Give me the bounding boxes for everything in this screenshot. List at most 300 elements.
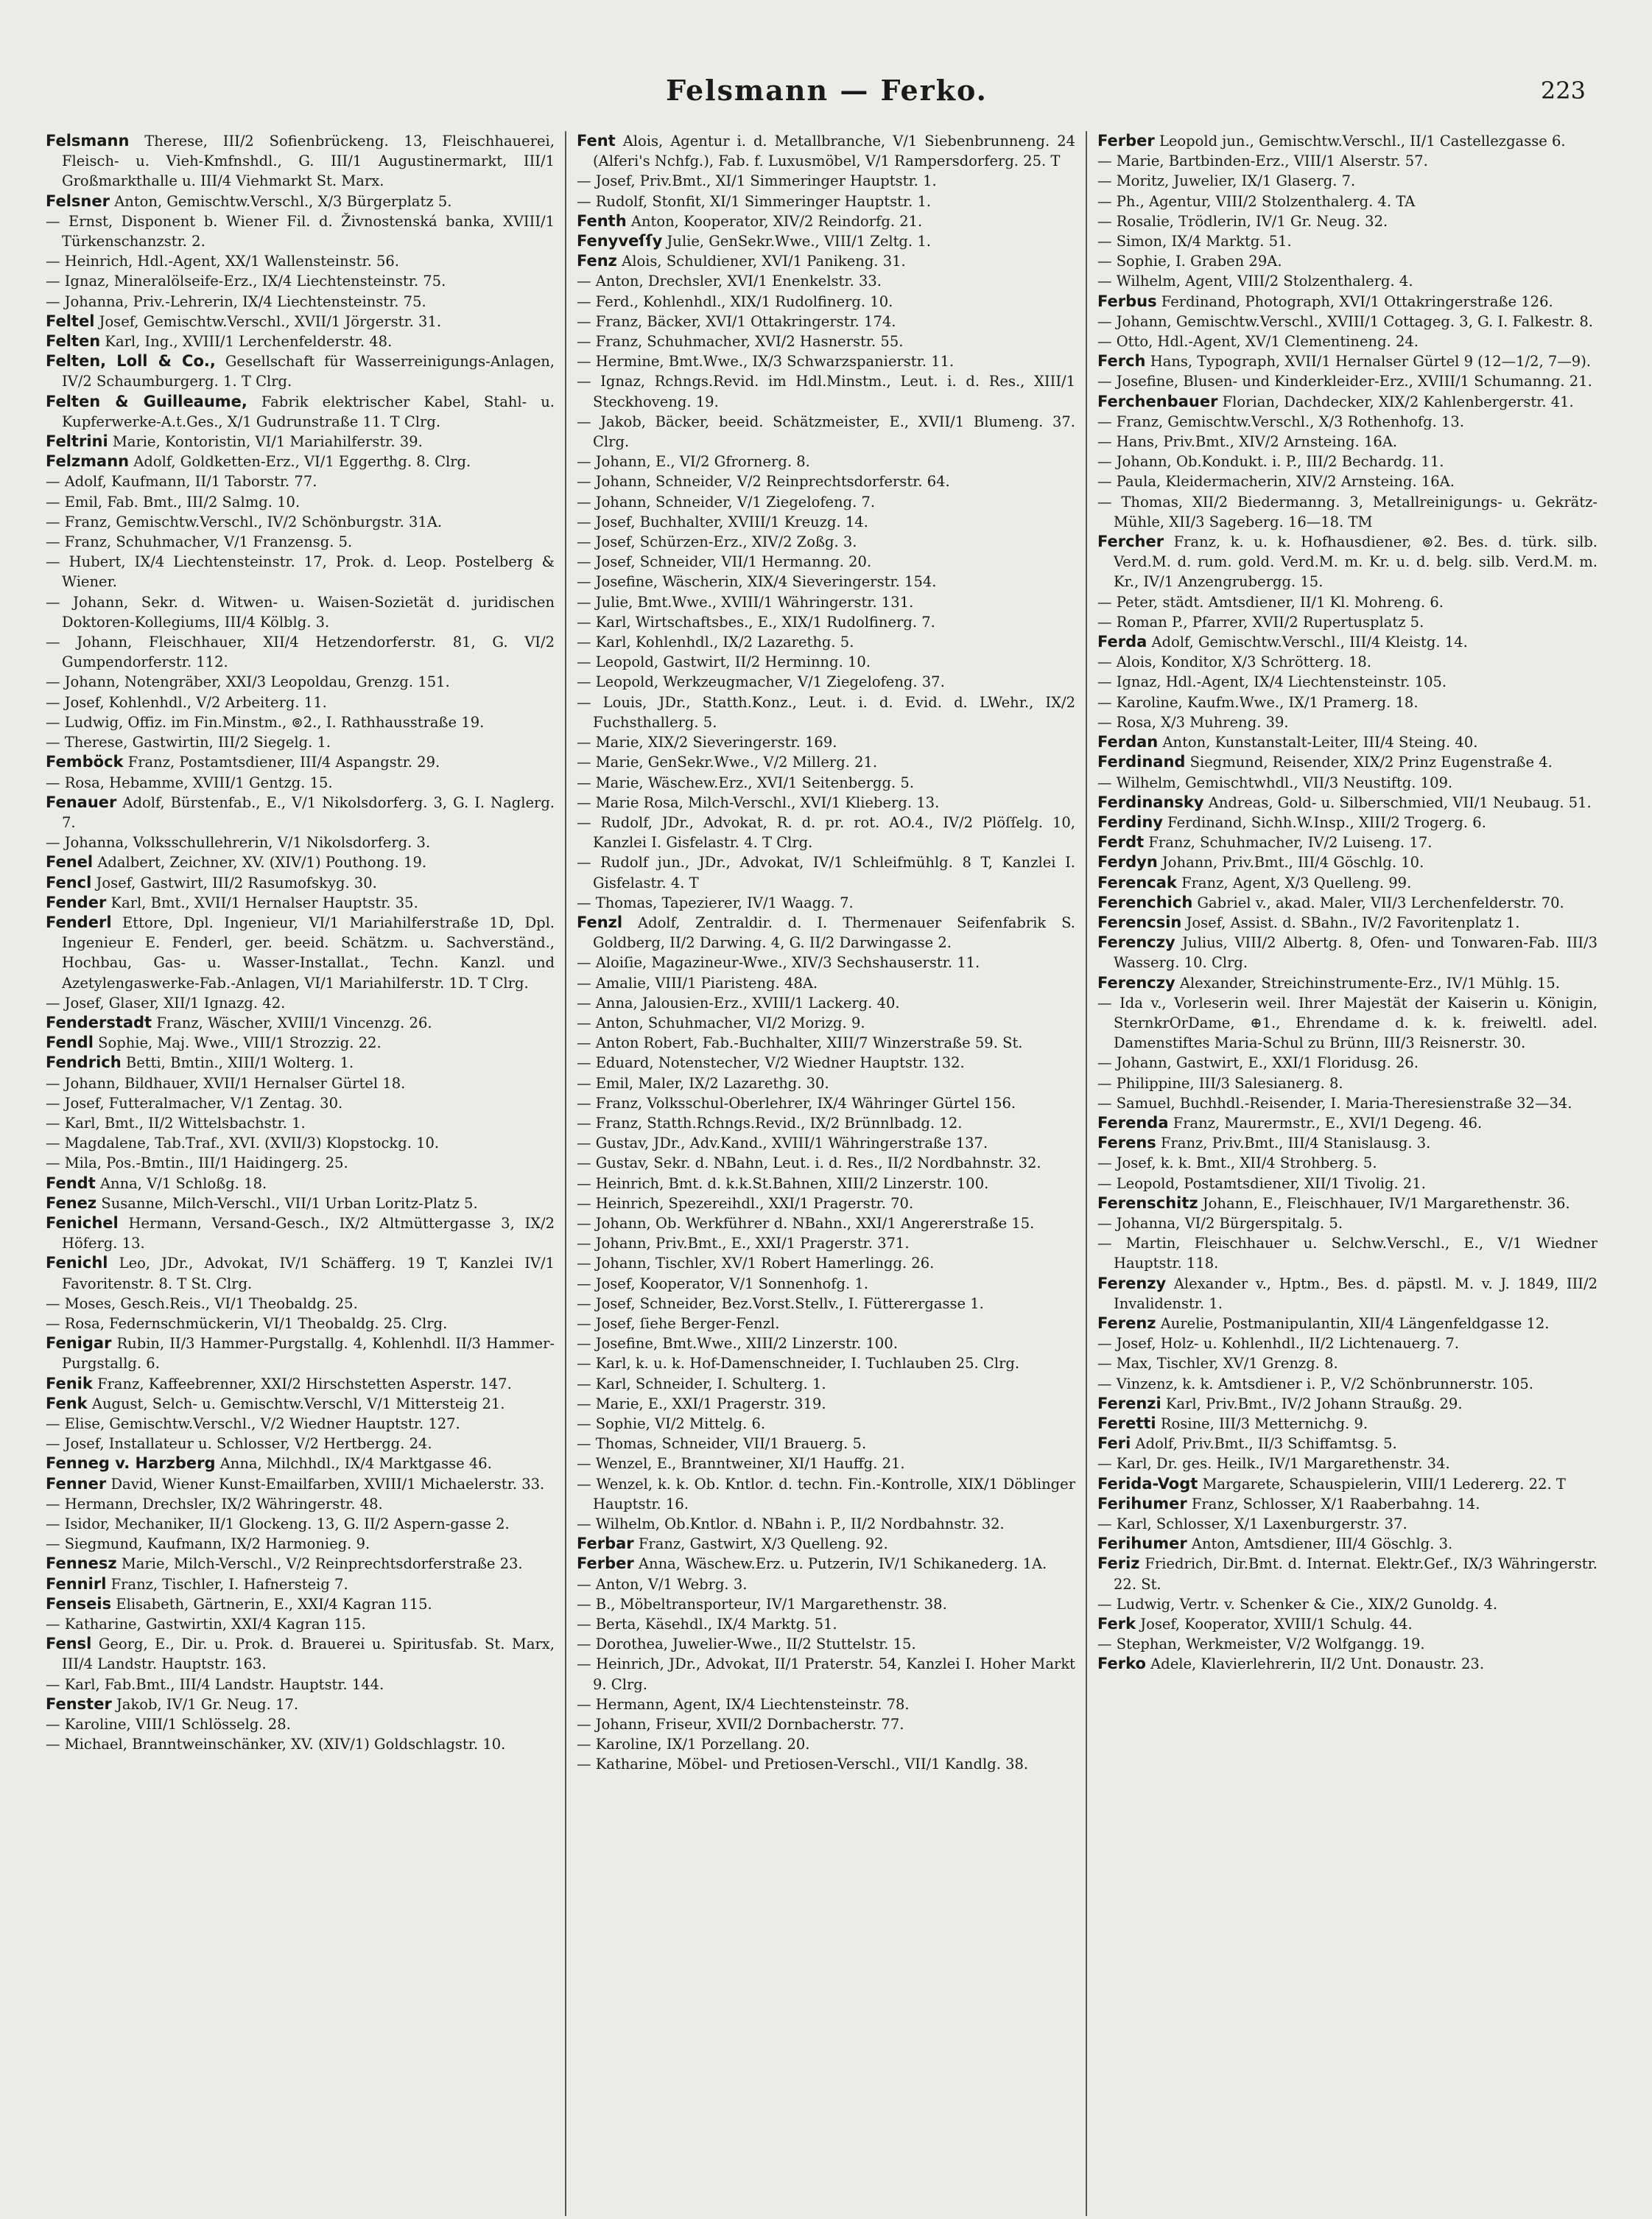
entry-details: Bmt.Wwe., IX/3 Schwarzspanierstr. 11. xyxy=(668,353,955,371)
directory-entry xyxy=(46,793,555,832)
entry-name: — Marie Rosa, xyxy=(577,793,683,811)
entry-details: JDr., Advokat, R. d. pr. rot. AO.4., IV/2 Plöſſelg. 10, Kanzlei I. Gisfelastr. 4. T Clrg. xyxy=(593,813,1076,852)
entry-details: Alexander v., Hptm., Bes. d. päpstl. M. v. J. 1849, III/2 Invalidenstr. 1. xyxy=(1114,1275,1597,1312)
entry-details: Gastwirt, II/2 Herminng. 10. xyxy=(663,653,871,671)
entry-details: Statth.Rchngs.Revid., IX/2 Brünnlbadg. 12. xyxy=(647,1114,963,1132)
directory-entry xyxy=(577,1213,1075,1233)
entry-name: Ferdyn xyxy=(1097,853,1158,872)
entry-name: Fendrich xyxy=(46,1054,122,1072)
entry-details: III/3 Salesianerg. 8. xyxy=(1198,1074,1343,1092)
directory-entry xyxy=(46,1053,555,1073)
directory-entry xyxy=(1097,412,1597,432)
directory-entry xyxy=(577,953,1075,972)
entry-details: Franz, Maurermstr., E., XVI/1 Degeng. 46. xyxy=(1173,1114,1483,1132)
directory-entry xyxy=(577,1133,1075,1153)
directory-entry xyxy=(46,292,555,312)
entry-name: — Josef, xyxy=(577,1275,636,1292)
entry-name: Fenth xyxy=(577,211,627,230)
directory-entry xyxy=(1097,1494,1597,1514)
entry-details: Fabrik elektrischer Kabel, Stahl- u. Kupferwerke-A.t.Ges., X/1 Gudrunstraße 11. T Clrg. xyxy=(62,393,555,430)
entry-details: Drechsler, XVI/1 Enenkelstr. 33. xyxy=(647,273,882,290)
directory-entry xyxy=(577,1434,1075,1454)
entry-name: — Marie, xyxy=(577,774,644,791)
entry-name: Ferida-Vogt xyxy=(1097,1474,1198,1493)
directory-entry xyxy=(46,552,555,592)
entry-name: — Roman P., xyxy=(1097,613,1188,631)
directory-entry xyxy=(1097,1614,1597,1634)
entry-details: ſiehe Berger-Fenzl. xyxy=(639,1314,780,1332)
entry-name: Feltel xyxy=(46,312,95,330)
entry-name: — Moses, xyxy=(46,1294,116,1312)
entry-details: Franz, Wäscher, XVIII/1 Vincenzg. 26. xyxy=(156,1014,432,1031)
directory-entry xyxy=(577,1754,1075,1774)
directory-entry xyxy=(1097,231,1597,251)
entry-details: Wäschew.Erz., XVI/1 Seitenbergg. 5. xyxy=(647,774,915,791)
entry-name: — Marie, xyxy=(577,754,644,771)
entry-name: — Emil, xyxy=(577,1074,634,1092)
entry-details: Hermann, Versand-Gesch., IX/2 Altmüttergasse 3, IX/2 Höferg. 13. xyxy=(62,1214,555,1252)
entry-details: Schuhmacher, VI/2 Morizg. 9. xyxy=(647,1014,865,1031)
entry-name: Ferchenbauer xyxy=(1097,392,1218,410)
entry-details: Georg, E., Dir. u. Prok. d. Brauerei u. Spiritusfab. St. Marx, III/4 Landstr. Hauptstr. 163. xyxy=(62,1636,555,1673)
directory-entry xyxy=(46,672,555,692)
entry-name: — Karl, xyxy=(577,634,631,651)
entry-name: Felzmann xyxy=(46,452,130,471)
entry-name: — Amalie, xyxy=(577,974,651,992)
entry-name: Ferenzy xyxy=(1097,1274,1167,1292)
directory-entry xyxy=(577,672,1075,692)
entry-name: — Ph., xyxy=(1097,192,1145,210)
entry-name: Fenel xyxy=(46,853,94,872)
entry-details: k. u. k. Hof-Damenschneider, I. Tuchlauben 25. Clrg. xyxy=(635,1355,1020,1373)
entry-name: Fenz xyxy=(577,252,617,270)
directory-entry xyxy=(46,1213,555,1253)
entry-details: VI/2 Bürgerspitalg. 5. xyxy=(1184,1214,1343,1232)
entry-name: — Johann, xyxy=(1097,1054,1172,1072)
entry-name: — Mila, xyxy=(46,1154,102,1172)
entry-name: Fennesz xyxy=(46,1554,117,1573)
entry-details: Adele, Klavierlehrerin, II/2 Unt. Donaustr. 23. xyxy=(1150,1655,1485,1673)
entry-name: Felten xyxy=(46,332,101,351)
directory-entry xyxy=(46,1734,555,1754)
directory-entry xyxy=(577,1113,1075,1133)
directory-entry xyxy=(577,1734,1075,1754)
directory-entry xyxy=(46,192,555,211)
entry-details: Ob.Kntlor. d. NBahn i. P., II/2 Nordbahnstr. 32. xyxy=(664,1515,1005,1533)
entry-details: Werkzeugmacher, V/1 Ziegelofeng. 37. xyxy=(663,673,945,691)
entry-details: Holz- u. Kohlenhdl., II/2 Lichtenauerg. 7. xyxy=(1160,1335,1459,1353)
directory-entry xyxy=(46,1714,555,1734)
entry-details: Möbeltransporteur, IV/1 Margarethenstr. 38. xyxy=(619,1595,947,1613)
entry-name: — Wilhelm, xyxy=(1097,774,1181,791)
entry-name: Ferber xyxy=(1097,132,1155,150)
directory-entry xyxy=(1097,1534,1597,1554)
directory-entry xyxy=(577,171,1075,191)
directory-entry xyxy=(1097,1073,1597,1093)
entry-details: Gesellschaft für Wasserreinigungs-Anlagen, IV/2 Schaumburgerg. 1. T Clrg. xyxy=(62,353,555,390)
directory-entry xyxy=(577,1534,1075,1554)
directory-entry xyxy=(46,1294,555,1314)
entry-name: Felten, Loll & Co., xyxy=(46,352,216,371)
entry-details: Kooperator, V/1 Sonnenhofg. 1. xyxy=(639,1275,868,1292)
entry-details: Milch-Verschl., XVI/1 Klieberg. 13. xyxy=(688,793,940,811)
directory-entry xyxy=(1097,813,1597,832)
entry-name: Ferenschitz xyxy=(1097,1193,1198,1212)
entry-details: Adolf, Gemischtw.Verschl., III/4 Kleistg. 14. xyxy=(1151,634,1468,651)
entry-name: — Sophie, xyxy=(1097,253,1171,270)
directory-entry xyxy=(1097,933,1597,972)
directory-entry xyxy=(577,1614,1075,1634)
entry-name: Fendl xyxy=(46,1034,94,1052)
directory-entry xyxy=(1097,1053,1597,1073)
entry-name: — Dorothea, xyxy=(577,1636,668,1653)
entry-details: Schneider, Bez.Vorst.Stellv., I. Fütterergasse 1. xyxy=(639,1294,984,1312)
directory-entry xyxy=(1097,1434,1597,1454)
directory-entry xyxy=(577,1353,1075,1373)
directory-entry xyxy=(577,211,1075,231)
entry-name: — Franz, xyxy=(577,1094,643,1112)
entry-name: Fencl xyxy=(46,873,92,891)
directory-entry xyxy=(1097,993,1597,1054)
directory-entry xyxy=(1097,251,1597,271)
column-3 xyxy=(1087,131,1608,2216)
entry-details: Aurelie, Postmanipulantin, XII/4 Längenfeldgasse 12. xyxy=(1160,1314,1550,1332)
entry-details: Elisabeth, Gärtnerin, E., XXI/4 Kagran 115. xyxy=(116,1595,432,1613)
entry-name: Ferbar xyxy=(577,1535,634,1553)
entry-name: — Josefine, xyxy=(577,573,658,591)
entry-details: VI/2 Mittelg. 6. xyxy=(655,1415,766,1432)
directory-entry xyxy=(1097,913,1597,933)
directory-entry xyxy=(1097,292,1597,312)
entry-name: Fenner xyxy=(46,1474,107,1493)
directory-entry xyxy=(577,752,1075,772)
entry-name: — Heinrich, xyxy=(577,1194,664,1212)
entry-details: Franz, Agent, X/3 Quelleng. 99. xyxy=(1181,874,1412,891)
entry-details: Schneider, VII/1 Hermanng. 20. xyxy=(639,553,872,571)
entry-name: — Ernst, xyxy=(46,212,113,230)
entry-details: Gemischtw.Verschl., X/3 Rothenhofg. 13. xyxy=(1167,413,1465,430)
entry-name: — Franz, xyxy=(46,533,112,551)
directory-entry xyxy=(577,1093,1075,1113)
directory-entry xyxy=(577,131,1075,171)
entry-details: Priv.Bmt., XIV/2 Arnsteing. 16A. xyxy=(1163,433,1398,451)
entry-name: Ferencak xyxy=(1097,873,1177,891)
entry-name: — Karl, xyxy=(46,1114,100,1132)
entry-name: — Vinzenz, xyxy=(1097,1375,1178,1392)
directory-entry xyxy=(577,251,1075,271)
entry-name: — Aloiſie, xyxy=(577,954,647,972)
directory-entry xyxy=(46,632,555,672)
directory-entry xyxy=(577,1233,1075,1253)
entry-details: Adolf, Bürstenfab., E., V/1 Nikolsdorferg. 3, G. I. Naglerg. 7. xyxy=(62,793,555,831)
entry-name: — Johann, xyxy=(46,673,120,691)
entry-name: — Sophie, xyxy=(577,1415,650,1432)
entry-details: Schneider, VII/1 Brauerg. 5. xyxy=(661,1435,867,1453)
entry-name: — Gustav, xyxy=(577,1135,650,1152)
entry-name: — Rosa, xyxy=(1097,713,1156,731)
entry-details: Leo, JDr., Advokat, IV/1 Schäfferg. 19 T, Kanzlei IV/1 Favoritenstr. 8. T St. Clrg. xyxy=(62,1255,555,1292)
entry-name: — Josefine, xyxy=(577,1335,658,1353)
entry-details: städt. Amtsdiener, II/1 Kl. Mohreng. 6. xyxy=(1162,593,1444,611)
page-header xyxy=(46,74,1608,111)
entry-details: Sekr. d. Witwen- u. Waisen-Sozietät d. juridischen Doktoren-Kollegiums, III/4 Kölblg. 3. xyxy=(62,593,555,631)
entry-details: Hebamme, XVIII/1 Gentzg. 15. xyxy=(109,774,333,791)
directory-entry xyxy=(46,1454,555,1473)
entry-name: — Adolf, xyxy=(46,473,107,491)
entry-name: Fenneg v. Harzberg xyxy=(46,1454,216,1473)
directory-entry xyxy=(46,1514,555,1534)
directory-entry xyxy=(577,612,1075,632)
directory-entry xyxy=(46,712,555,732)
entry-name: — Rudolf, xyxy=(577,192,648,210)
entry-name: — Johann, xyxy=(46,593,129,611)
entry-details: V/1 Webrg. 3. xyxy=(647,1575,748,1593)
directory-entry xyxy=(1097,151,1597,171)
entry-details: Schuhmacher, XVI/2 Hasnerstr. 55. xyxy=(647,333,904,351)
entry-details: Therese, III/2 Sofienbrückeng. 13, Fleischhauerei, Fleisch- u. Vieh-Kmfnshdl., G. III/1 Augustinermarkt, III/1 Großmarkthalle u. III/4 Viehmarkt St. Marx. xyxy=(62,133,555,190)
entry-name: Fenigar xyxy=(46,1334,112,1353)
directory-entry xyxy=(1097,432,1597,452)
directory-entry xyxy=(1097,1193,1597,1213)
entry-details: Tischler, XV/1 Grenzg. 8. xyxy=(1156,1355,1338,1373)
directory-entry xyxy=(46,1574,555,1594)
directory-entry xyxy=(1097,1233,1597,1273)
entry-details: Gemischtw.Verschl., V/2 Wiedner Hauptstr. 127. xyxy=(109,1415,460,1432)
entry-name: — Josef, xyxy=(46,1435,105,1453)
entry-name: — Eduard, xyxy=(577,1054,654,1072)
entry-details: Karl, Ing., XVIII/1 Lerchenfelderstr. 48. xyxy=(105,333,393,351)
entry-name: Feri xyxy=(1097,1434,1131,1453)
entry-details: Käsehdl., IX/4 Marktg. 51. xyxy=(644,1616,837,1633)
entry-details: IX/4 Liechtensteinstr. 17, Prok. d. Leop. Postelberg & Wiener. xyxy=(62,553,555,591)
entry-name: — Marie, xyxy=(577,734,644,751)
directory-entry xyxy=(577,552,1075,572)
entry-name: — Berta, xyxy=(577,1616,641,1633)
entry-details: Ettore, Dpl. Ingenieur, VI/1 Mariahilferstraße 1D, Dpl. Ingenieur E. Fenderl, ger. beeid. Schätzm. u. Sachverständ., Hochbau, Gas- u. Wasser-Installat., Techn. Kanzl. und Azetylengaswerke-Fab.-Anlagen, VI/1 Mariahilferstr. 1D. T Clrg. xyxy=(62,914,555,992)
entry-name: Fenderstadt xyxy=(46,1013,152,1031)
directory-entry xyxy=(1097,1314,1597,1333)
entry-details: Rosine, III/3 Metternichg. 9. xyxy=(1160,1415,1368,1432)
entry-name: — Hubert, xyxy=(46,553,126,571)
directory-entry xyxy=(1097,492,1597,532)
directory-entry xyxy=(46,1634,555,1674)
entry-name: Ferch xyxy=(1097,352,1146,371)
entry-name: — Leopold, xyxy=(1097,1174,1180,1192)
entry-name: Fenik xyxy=(46,1374,93,1392)
entry-name: — Karl, xyxy=(577,1375,631,1392)
entry-name: — Johanna, xyxy=(46,292,129,310)
directory-entry xyxy=(1097,1174,1597,1193)
directory-entry xyxy=(46,1494,555,1514)
directory-entry xyxy=(46,1594,555,1614)
directory-entry xyxy=(46,532,555,552)
entry-details: Anna, Milchhdl., IX/4 Marktgasse 46. xyxy=(219,1455,492,1473)
entry-name: — Karl, xyxy=(46,1675,100,1693)
entry-details: Josef, Gastwirt, III/2 Rasumofskyg. 30. xyxy=(96,874,377,891)
directory-entry xyxy=(1097,452,1597,472)
entry-name: Fenichel xyxy=(46,1213,119,1232)
entry-details: JDr., Adv.Kand., XVIII/1 Währingerstraße 137. xyxy=(653,1135,988,1152)
entry-name: — B., xyxy=(577,1595,616,1613)
directory-entry xyxy=(1097,752,1597,772)
directory-entry xyxy=(46,1013,555,1033)
entry-name: — Alois, xyxy=(1097,653,1157,671)
entry-details: Mineralölseife-Erz., IX/4 Liechtensteinstr. 75. xyxy=(113,273,446,290)
entry-details: Schürzen-Erz., XIV/2 Zoßg. 3. xyxy=(639,533,857,551)
directory-entry xyxy=(46,752,555,772)
entry-name: Ferdt xyxy=(1097,833,1145,852)
entry-details: Bäcker, XVI/1 Ottakringerstr. 174. xyxy=(647,312,896,330)
entry-name: — Franz, xyxy=(1097,413,1164,430)
directory-entry xyxy=(577,1714,1075,1734)
directory-entry xyxy=(46,1113,555,1133)
entry-name: Fensl xyxy=(46,1635,92,1653)
directory-entry xyxy=(46,1333,555,1373)
directory-entry xyxy=(577,532,1075,552)
entry-name: — Josef, xyxy=(577,1294,636,1312)
directory-entry xyxy=(46,332,555,351)
entry-name: Ferdiny xyxy=(1097,813,1163,831)
directory-entry xyxy=(46,392,555,432)
entry-details: XIX/2 Sieveringerstr. 169. xyxy=(647,734,837,751)
entry-details: Friseur, XVII/2 Dornbacherstr. 77. xyxy=(655,1716,904,1734)
entry-details: Bäcker, beeid. Schätzmeister, E., XVII/1 Blumeng. 37. Clrg. xyxy=(593,413,1075,451)
entry-details: Dr. ges. Heilk., IV/1 Margarethenstr. 34. xyxy=(1156,1455,1450,1473)
directory-entry xyxy=(1097,1554,1597,1594)
entry-details: Juwelier, IX/1 Glaserg. 7. xyxy=(1173,172,1356,190)
directory-entry xyxy=(577,452,1075,472)
directory-entry xyxy=(577,1033,1075,1053)
entry-name: — Johanna, xyxy=(46,834,129,852)
entry-details: Ferdinand, Sichh.W.Insp., XIII/2 Trogerg. 6. xyxy=(1167,813,1486,831)
entry-name: — Ferd., xyxy=(577,292,639,310)
directory-entry xyxy=(1097,211,1597,231)
entry-details: Adolf, Zentraldir. d. I. Thermenauer Seifenfabrik S. Goldberg, II/2 Darwing. 4, G. II/2 Darwingasse 2. xyxy=(593,914,1075,952)
entry-details: Josef, Kooperator, XVIII/1 Schulg. 44. xyxy=(1140,1616,1413,1633)
directory-entry xyxy=(1097,371,1597,391)
entry-name: — Johann, xyxy=(1097,312,1172,330)
directory-entry xyxy=(1097,893,1597,913)
entry-name: — Louis, xyxy=(577,693,647,711)
entry-name: Ferbus xyxy=(1097,292,1157,310)
entry-details: E., XXI/1 Pragerstr. 319. xyxy=(647,1395,826,1412)
entry-name: — Leopold, xyxy=(577,653,659,671)
directory-entry xyxy=(577,813,1075,852)
directory-entry xyxy=(1097,652,1597,672)
entry-name: Ferenzi xyxy=(1097,1394,1161,1412)
directory-entry xyxy=(577,973,1075,993)
entry-details: Alois, Agentur i. d. Metallbranche, V/1 Siebenbrunneng. 24 (Alferi's Nchfg.), Fab. f. Luxusmöbel, V/1 Rampersdorferg. 25. T xyxy=(593,133,1076,170)
entry-name: Fendt xyxy=(46,1174,96,1192)
directory-entry xyxy=(1097,332,1597,351)
directory-entry xyxy=(577,512,1075,532)
entry-details: Julie, GenSekr.Wwe., VIII/1 Zeltg. 1. xyxy=(667,233,931,250)
entry-details: Josef, Assist. d. SBahn., IV/2 Favoritenplatz 1. xyxy=(1186,914,1520,931)
directory-entry xyxy=(46,1193,555,1213)
entry-name: — Karl, xyxy=(577,613,631,631)
directory-entry xyxy=(577,773,1075,793)
directory-entry xyxy=(46,1073,555,1093)
entry-details: Anton, Amtsdiener, III/4 Göschlg. 3. xyxy=(1191,1535,1453,1553)
directory-entry xyxy=(577,1514,1075,1534)
entry-details: Bartbinden-Erz., VIII/1 Alserstr. 57. xyxy=(1168,153,1428,170)
entry-name: — Ignaz, xyxy=(46,273,110,290)
entry-details: Kaufm.Wwe., IX/1 Pramerg. 18. xyxy=(1187,693,1419,711)
entry-name: — Karl, xyxy=(577,1355,631,1373)
entry-details: Kleidermacherin, XIV/2 Arnsteing. 16A. xyxy=(1165,473,1455,491)
entry-name: — Hans, xyxy=(1097,433,1159,451)
directory-entry xyxy=(577,412,1075,452)
entry-details: Rchngs.Revid. im Hdl.Minstm., Leut. i. d. Res., XIII/1 Steckhoveng. 19. xyxy=(593,373,1075,410)
entry-name: Ferda xyxy=(1097,633,1147,651)
entry-details: Mechaniker, II/1 Glockeng. 13, G. II/2 Aspern-gasse 2. xyxy=(114,1515,510,1533)
entry-name: Fennirl xyxy=(46,1574,107,1593)
entry-details: Hans, Typograph, XVII/1 Hernalser Gürtel 9 (12—1/2, 7—9). xyxy=(1150,353,1592,371)
entry-name: — Johann, xyxy=(46,634,133,651)
entry-details: JDr., Advokat, II/1 Praterstr. 54, Kanzlei I. Hoher Markt 9. Clrg. xyxy=(593,1655,1076,1693)
entry-name: — Gustav, xyxy=(577,1154,650,1172)
entry-details: Federnschmückerin, VI/1 Theobaldg. 25. Clrg. xyxy=(109,1314,448,1332)
entry-details: k. k. Ob. Kntlor. d. techn. Fin.-Kontrolle, XIX/1 Döblinger Hauptstr. 16. xyxy=(593,1475,1076,1512)
entry-name: — Ludwig, xyxy=(46,713,124,731)
directory-entry xyxy=(577,793,1075,813)
entry-name: — Heinrich, xyxy=(577,1655,664,1673)
entry-details: E., VI/2 Gfrornerg. 8. xyxy=(655,453,810,471)
entry-name: — Franz, xyxy=(577,333,643,351)
entry-name: Feriz xyxy=(1097,1554,1140,1573)
directory-entry xyxy=(1097,1213,1597,1233)
entry-details: Blusen- und Kinderkleider-Erz., XVIII/1 Schumanng. 21. xyxy=(1183,373,1592,390)
entry-details: Fleischhauer, XII/4 Hetzendorferstr. 81, G. VI/2 Gumpendorferstr. 112. xyxy=(62,634,555,671)
entry-name: Ferber xyxy=(577,1554,634,1573)
directory-entry xyxy=(46,1314,555,1333)
entry-details: August, Selch- u. Gemischtw.Verschl, V/1 Mittersteig 21. xyxy=(91,1395,505,1412)
entry-details: Johann, Priv.Bmt., III/4 Göschlg. 10. xyxy=(1161,854,1424,872)
entry-details: Werkmeister, V/2 Wolfgangg. 19. xyxy=(1186,1636,1425,1653)
entry-name: Fenauer xyxy=(46,793,117,811)
entry-name: — Johann, xyxy=(46,1074,120,1092)
entry-details: Gastwirtin, XXI/4 Kagran 115. xyxy=(145,1616,366,1633)
directory-entry xyxy=(1097,632,1597,652)
entry-name: — Wilhelm, xyxy=(1097,273,1181,290)
entry-name: — Simon, xyxy=(1097,233,1167,250)
entry-name: — Johann, xyxy=(577,453,651,471)
entry-details: Agent, VIII/2 Stolzenthalerg. 4. xyxy=(1185,273,1413,290)
entry-details: VIII/1 Piaristeng. 48A. xyxy=(655,974,818,992)
directory-entry xyxy=(577,351,1075,371)
directory-entry xyxy=(577,1394,1075,1414)
directory-entry xyxy=(577,1314,1075,1333)
directory-entry xyxy=(577,1474,1075,1514)
entry-details: Agent, IX/4 Liechtensteinstr. 78. xyxy=(673,1695,910,1713)
directory-entry xyxy=(46,1434,555,1454)
directory-entry xyxy=(1097,1454,1597,1473)
directory-entry xyxy=(577,1694,1075,1714)
entry-name: — Josef, xyxy=(577,172,636,190)
directory-entry xyxy=(577,893,1075,913)
directory-entry xyxy=(577,371,1075,411)
entry-details: Gesch.Reis., VI/1 Theobaldg. 25. xyxy=(120,1294,358,1312)
directory-entry xyxy=(46,893,555,913)
directory-entry xyxy=(577,1053,1075,1073)
entry-name: Ferk xyxy=(1097,1615,1136,1633)
entry-details: Vorleserin weil. Ihrer Majestät der Kaiserin u. Königin, SternkrOrDame, ⊕1., Ehrendame d. k. k. freiweltl. adel. Damenstiftes Maria-Schul zu Brünn, III/3 Reisnerstr. 30. xyxy=(1114,994,1597,1052)
entry-name: Felsmann xyxy=(46,132,130,150)
entry-details: Adolf, Priv.Bmt., II/3 Schiffamtsg. 5. xyxy=(1135,1435,1397,1453)
directory-entry xyxy=(46,732,555,752)
directory-entry xyxy=(1097,732,1597,752)
entry-name: — Peter, xyxy=(1097,593,1159,611)
